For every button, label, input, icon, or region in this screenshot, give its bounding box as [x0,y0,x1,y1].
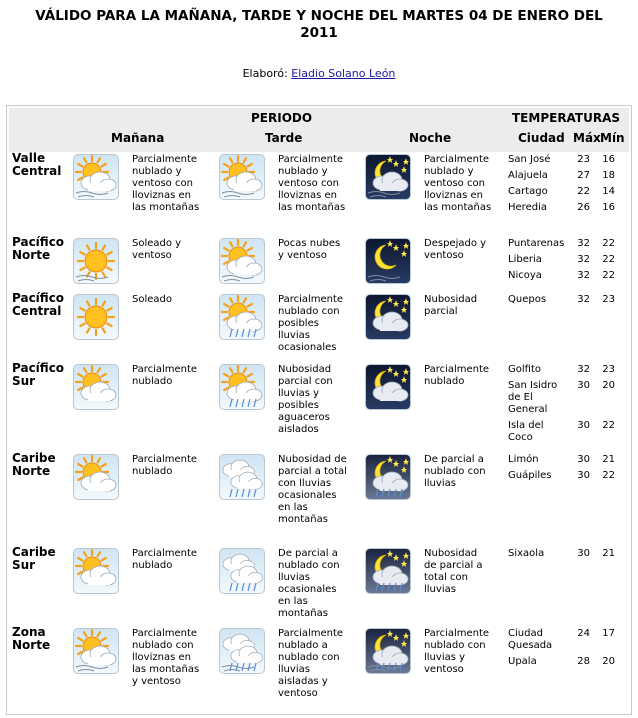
city-name: Puntarenas [508,238,565,249]
city-name: Sixaola [508,548,545,559]
region-name: Caribe Norte [12,451,56,478]
forecast-tarde: Parcialmente nublado con posibles lluvias ocasionales [278,294,344,353]
header-max: Máx [573,131,601,145]
sun-cloud-wind-icon-graphic [74,155,118,199]
header-min: Mín [600,131,625,145]
city-max-temp: 32 [577,294,590,305]
sun-cloud-wind-icon-graphic [220,239,264,283]
city-name: Cartago [508,186,548,197]
city-name: Upala [508,656,537,667]
author-label: Elaboró: [242,67,288,80]
moon-cloud-wind-icon [365,154,411,200]
sun-cloud-icon [73,454,119,500]
sun-cloud-wind-icon [73,628,119,674]
moon-cloud-rain-icon-graphic [366,549,410,593]
sun-icon [73,294,119,340]
city-max-temp: 30 [577,420,590,431]
city-max-temp: 32 [577,254,590,265]
city-name: Limón [508,454,539,465]
header-periodo: PERIODO [251,111,313,125]
forecast-manana: Parcialmente nublado [132,364,198,387]
forecast-manana: Soleado [132,294,172,305]
author-line [0,67,638,80]
header-noche: Noche [409,131,452,145]
city-max-temp: 23 [577,154,590,165]
clouds-rain-icon [219,454,265,500]
forecast-noche: Parcialmente nublado y ventoso con lloviznas en las montañas [424,154,492,213]
forecast-tarde: Parcialmente nublado y ventoso con lloviznas en las montañas [278,154,346,213]
sun-cloud-icon-graphic [74,455,118,499]
sun-cloud-wind-icon [73,154,119,200]
city-min-temp: 23 [602,364,615,375]
moon-cloud-rain-wind-icon [365,628,411,674]
city-min-temp: 21 [602,454,615,465]
forecast-manana: Parcialmente nublado con lloviznas en las montañas y ventoso [132,628,200,687]
city-min-temp: 20 [602,380,615,391]
city-min-temp: 20 [602,656,615,667]
city-min-temp: 22 [602,420,615,431]
author-link[interactable]: Eladio Solano León [291,67,396,80]
city-min-temp: 22 [602,238,615,249]
city-max-temp: 30 [577,470,590,481]
city-name: Golfito [508,364,541,375]
moon-cloud-rain-icon-graphic [366,455,410,499]
sun-cloud-icon-graphic [74,549,118,593]
city-min-temp: 22 [602,270,615,281]
moon-cloud-rain-icon [365,548,411,594]
city-max-temp: 32 [577,270,590,281]
forecast-noche: Parcialmente nublado con lluvias y ventoso [424,628,490,675]
moon-cloud-wind-icon-graphic [366,155,410,199]
sun-cloud-wind-icon [219,238,265,284]
sun-cloud-icon [73,548,119,594]
city-max-temp: 30 [577,380,590,391]
region-name: Pacífico Central [12,291,65,318]
sun-cloud-icon [73,364,119,410]
forecast-tarde: Nubosidad de parcial a total con lluvias ocasionales en las montañas [278,454,347,525]
city-name: San Isidro de El General [508,380,558,415]
forecast-manana: Parcialmente nublado [132,454,198,477]
sun-cloud-wind-icon-graphic [74,629,118,673]
sun-icon-graphic [74,295,118,339]
forecast-table [6,105,632,715]
moon-cloud-icon-graphic [366,295,410,339]
city-name: Isla del Coco [508,420,544,443]
forecast-tarde: De parcial a nublado con lluvias ocasionales en las montañas [278,548,340,619]
forecast-noche: Nubosidad de parcial a total con lluvias [424,548,483,595]
region-name: Pacífico Norte [12,235,65,262]
city-max-temp: 28 [577,656,590,667]
sun-cloud-rain-icon-graphic [220,365,264,409]
city-min-temp: 21 [602,548,615,559]
forecast-manana: Soleado y ventoso [132,238,182,261]
city-max-temp: 30 [577,454,590,465]
city-name: Quepos [508,294,547,305]
city-name: Ciudad Quesada [508,628,553,651]
header-temperaturas: TEMPERATURAS [512,111,621,125]
clouds-rain-icon-graphic [220,549,264,593]
city-name: Guápiles [508,470,552,481]
page-title: VÁLIDO PARA LA MAÑANA, TARDE Y NOCHE DEL MARTES 04 DE ENERO DEL 2011 [35,8,603,41]
region-name: Caribe Sur [12,545,56,572]
moon-cloud-rain-wind-icon-graphic [366,629,410,673]
city-max-temp: 22 [577,186,590,197]
forecast-noche: Parcialmente nublado [424,364,490,387]
city-min-temp: 23 [602,294,615,305]
header-manana: Mañana [111,131,165,145]
sun-cloud-rain-icon [219,364,265,410]
moon-cloud-rain-icon [365,454,411,500]
moon-cloud-icon-graphic [366,365,410,409]
city-name: Nicoya [508,270,542,281]
moon-wind-icon-graphic [366,239,410,283]
forecast-noche: Despejado y ventoso [424,238,487,261]
forecast-manana: Parcialmente nublado [132,548,198,571]
forecast-tarde: Parcialmente nublado a nublado con lluvias aisladas y ventoso [278,628,344,699]
city-max-temp: 27 [577,170,590,181]
city-min-temp: 14 [602,186,615,197]
region-name: Zona Norte [12,625,51,652]
clouds-rain-wind-icon [219,628,265,674]
city-min-temp: 16 [602,202,615,213]
moon-cloud-icon [365,294,411,340]
forecast-noche: Nubosidad parcial [424,294,478,317]
sun-cloud-wind-icon [219,154,265,200]
city-max-temp: 32 [577,364,590,375]
region-name: Valle Central [12,151,62,178]
sun-cloud-rain-icon-graphic [220,295,264,339]
city-max-temp: 30 [577,548,590,559]
header-tarde: Tarde [265,131,303,145]
city-name: Liberia [508,254,542,265]
clouds-rain-wind-icon-graphic [220,629,264,673]
sun-wind-icon [73,238,119,284]
sun-cloud-rain-icon [219,294,265,340]
city-name: San José [508,154,551,165]
forecast-manana: Parcialmente nublado y ventoso con lloviznas en las montañas [132,154,200,213]
city-max-temp: 24 [577,628,590,639]
city-min-temp: 22 [602,470,615,481]
sun-wind-icon-graphic [74,239,118,283]
city-name: Heredia [508,202,547,213]
header-ciudad: Ciudad [518,131,565,145]
city-min-temp: 22 [602,254,615,265]
region-name: Pacífico Sur [12,361,65,388]
sun-cloud-icon-graphic [74,365,118,409]
city-max-temp: 32 [577,238,590,249]
sun-cloud-wind-icon-graphic [220,155,264,199]
clouds-rain-icon-graphic [220,455,264,499]
city-min-temp: 16 [602,154,615,165]
city-max-temp: 26 [577,202,590,213]
forecast-noche: De parcial a nublado con lluvias [424,454,486,489]
moon-cloud-icon [365,364,411,410]
forecast-tarde: Nubosidad parcial con lluvias y posibles aguaceros aislados [278,364,333,435]
clouds-rain-icon [219,548,265,594]
moon-wind-icon [365,238,411,284]
forecast-tarde: Pocas nubes y ventoso [278,238,341,261]
city-name: Alajuela [508,170,548,181]
city-min-temp: 18 [602,170,615,181]
city-min-temp: 17 [602,628,615,639]
